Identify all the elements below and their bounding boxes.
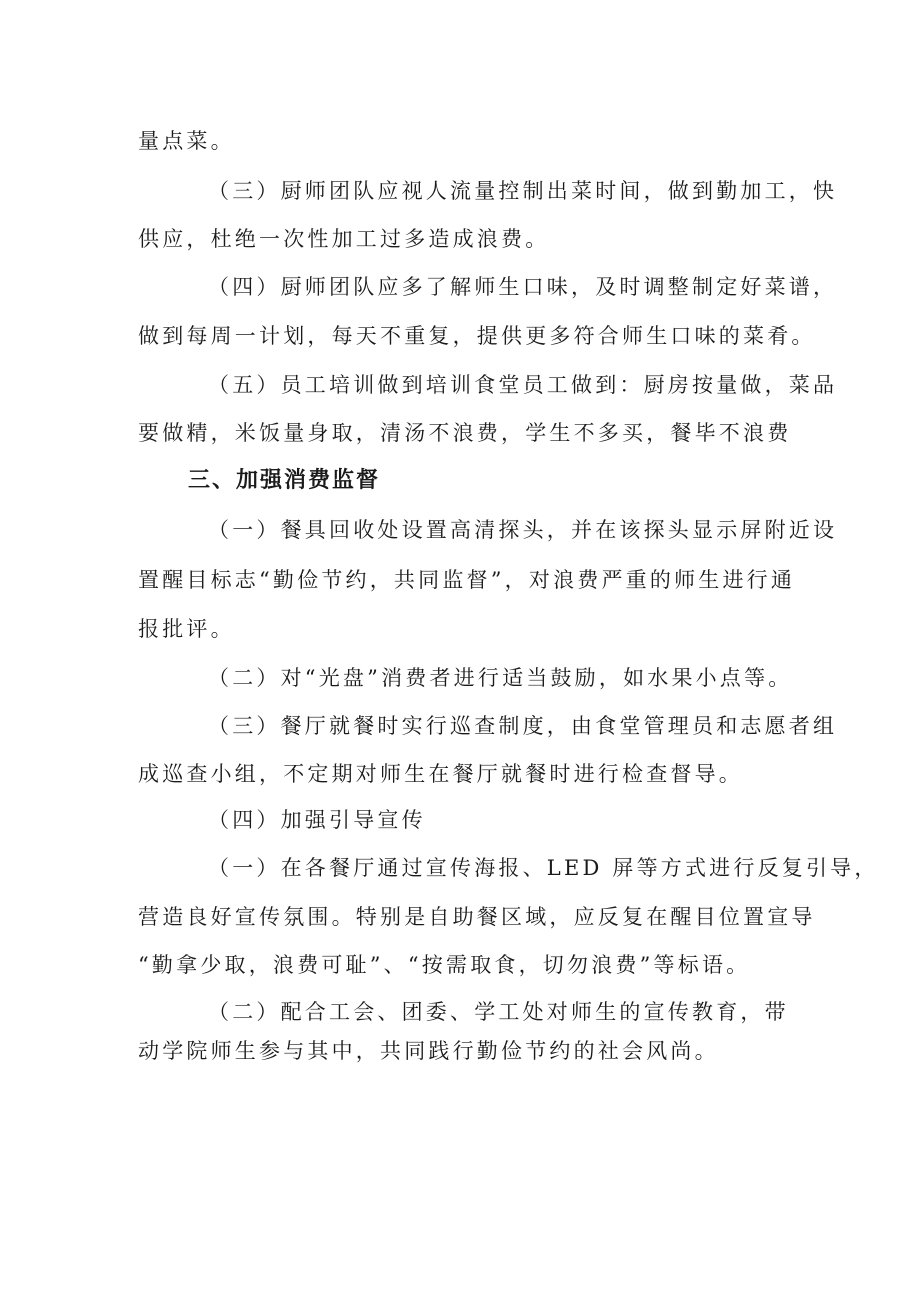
text-line: 成巡查小组，不定期对师生在餐厅就餐时进行检查督导。 [138, 762, 743, 786]
text-line: （二）对“光盘”消费者进行适当鼓励，如水果小点等。 [208, 666, 793, 690]
text-line: 动学院师生参与其中，共同践行勤俭节约的社会风尚。 [138, 1039, 719, 1063]
text-line: （五）员工培训做到培训食堂员工做到：厨房按量做，菜品 [208, 373, 838, 397]
text-line: 要做精，米饭量身取，清汤不浪费，学生不多买，餐毕不浪费 [138, 421, 792, 445]
text-line: 做到每周一计划，每天不重复，提供更多符合师生口味的菜肴。 [138, 324, 816, 348]
text-line: （三）餐厅就餐时实行巡查制度，由食堂管理员和志愿者组 [208, 714, 838, 738]
text-line: 报批评。 [138, 617, 235, 641]
text-line: （三）厨师团队应视人流量控制出菜时间，做到勤加工，快 [208, 179, 838, 203]
text-line: 营造良好宣传氛围。特别是自助餐区域，应反复在醒目位置宣导 [138, 905, 816, 929]
text-line: （四）加强引导宣传 [208, 808, 426, 832]
text-line: （一）餐具回收处设置高清探头，并在该探头显示屏附近设 [208, 518, 838, 542]
text-line: “勤拿少取，浪费可耻”、“按需取食，切勿浪费”等标语。 [138, 953, 751, 977]
text-line: （一）在各餐厅通过宣传海报、LED 屏等方式进行反复引导， [208, 856, 879, 880]
text-line: 量点菜。 [138, 129, 235, 153]
text-line: 供应，杜绝一次性加工过多造成浪费。 [138, 227, 550, 251]
text-line: （二）配合工会、团委、学工处对师生的宣传教育，带 [208, 1000, 789, 1024]
text-line: （四）厨师团队应多了解师生口味，及时调整制定好菜谱， [208, 275, 838, 299]
section-heading: 三、加强消费监督 [188, 468, 381, 493]
text-line: 置醒目标志“勤俭节约，共同监督”，对浪费严重的师生进行通 [138, 568, 796, 592]
